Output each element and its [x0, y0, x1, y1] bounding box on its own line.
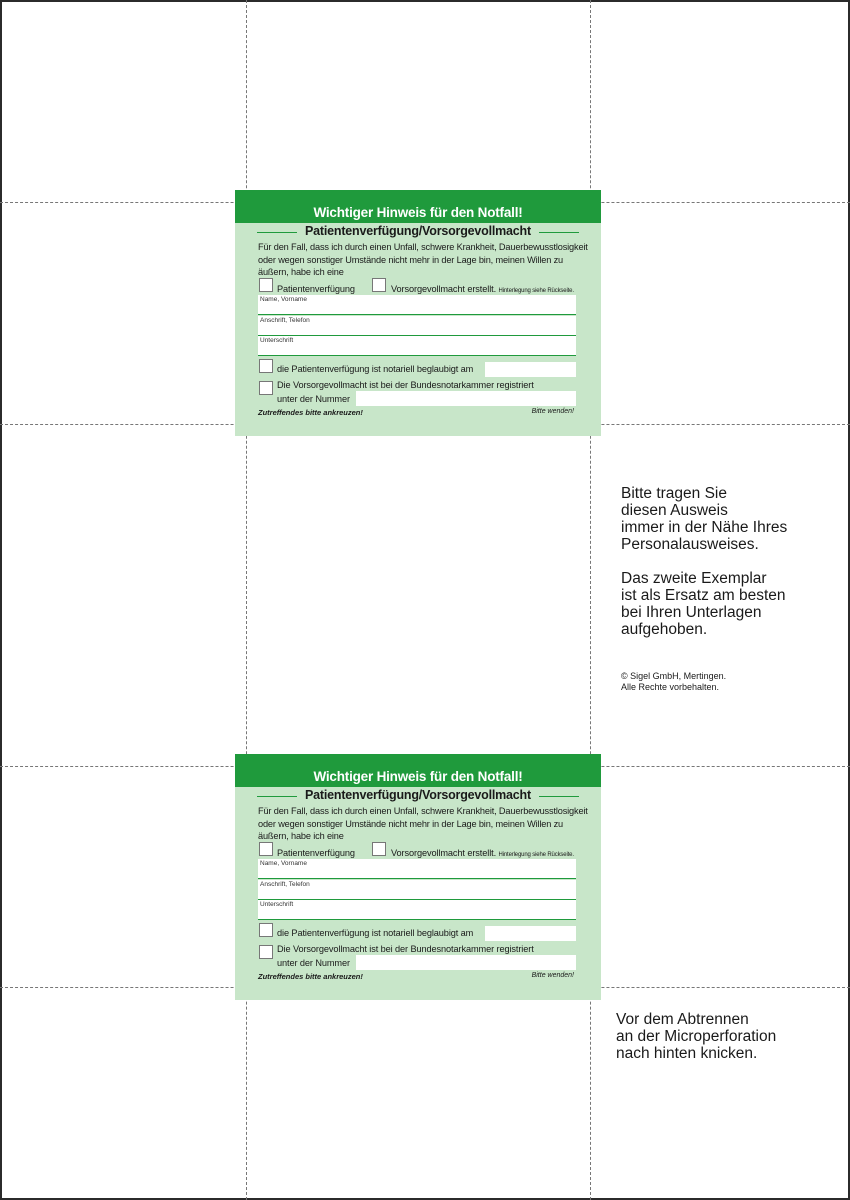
subtitle-rule-right — [539, 232, 579, 233]
name-field-label: Name, Vorname — [260, 860, 307, 867]
replacement-line-3: bei Ihren Unterlagen — [621, 604, 762, 621]
patientenverfuegung-label: Patientenverfügung — [277, 848, 355, 858]
name-field[interactable] — [258, 859, 576, 879]
notariell-label: die Patientenverfügung ist notariell beglaubigt am — [277, 364, 474, 374]
replacement-line-2: ist als Ersatz am besten — [621, 587, 786, 604]
nummer-field[interactable] — [356, 955, 576, 970]
carry-instruction — [621, 485, 787, 553]
emergency-card-1 — [235, 190, 601, 436]
signature-field-label: Unterschrift — [260, 901, 294, 908]
emergency-card-2 — [235, 754, 601, 1000]
card-subtitle: Patientenverfügung/Vorsorgevollmacht — [305, 788, 531, 802]
subtitle-rule-right — [539, 796, 579, 797]
signature-field[interactable] — [258, 336, 576, 356]
nummer-field[interactable] — [356, 391, 576, 406]
rueckseite-hint: Hinterlegung siehe Rückseite. — [498, 852, 574, 858]
address-field[interactable] — [258, 316, 576, 336]
replacement-line-1: Das zweite Exemplar — [621, 570, 767, 587]
copyright-notice — [621, 671, 726, 693]
card-header: Wichtiger Hinweis für den Notfall! — [235, 190, 601, 223]
carry-line-2: diesen Ausweis — [621, 502, 728, 519]
copyright-line-1: © Sigel GmbH, Mertingen. — [621, 671, 727, 681]
notariell-label: die Patientenverfügung ist notariell beglaubigt am — [277, 928, 474, 938]
bundesnotarkammer-checkbox[interactable] — [259, 945, 273, 959]
address-field-label: Anschrift, Telefon — [260, 317, 310, 324]
notariell-date-field[interactable] — [485, 926, 576, 941]
fold-line-3: nach hinten knicken. — [616, 1045, 758, 1062]
notariell-date-field[interactable] — [485, 362, 576, 377]
address-field-label: Anschrift, Telefon — [260, 881, 310, 888]
fold-instruction — [616, 1011, 776, 1062]
carry-line-3: immer in der Nähe Ihres — [621, 519, 788, 536]
vertical-perforation-right — [590, 0, 591, 1200]
patientenverfuegung-label: Patientenverfügung — [277, 284, 355, 294]
card-intro-text: Für den Fall, dass ich durch einen Unfall, schwere Krankheit, Dauerbewusstlosigkeit oder wegen sonstiger Umstände nicht mehr in der Lage bin, meinen Willen zu äußern, habe ich eine — [258, 242, 588, 277]
card-intro-text: Für den Fall, dass ich durch einen Unfall, schwere Krankheit, Dauerbewusstlosigkeit oder wegen sonstiger Umstände nicht mehr in der Lage bin, meinen Willen zu äußern, habe ich eine — [258, 806, 588, 841]
patientenverfuegung-checkbox[interactable] — [259, 278, 273, 292]
vorsorgevollmacht-checkbox[interactable] — [372, 842, 386, 856]
notariell-checkbox[interactable] — [259, 923, 273, 937]
notariell-checkbox[interactable] — [259, 359, 273, 373]
address-field[interactable] — [258, 880, 576, 900]
bundesnotarkammer-label: Die Vorsorgevollmacht ist bei der Bundesnotarkammer registriert — [277, 944, 534, 954]
nummer-label: unter der Nummer — [277, 394, 350, 404]
rueckseite-hint: Hinterlegung siehe Rückseite. — [498, 288, 574, 294]
name-field-label: Name, Vorname — [260, 296, 307, 303]
vorsorgevollmacht-checkbox[interactable] — [372, 278, 386, 292]
replacement-line-4: aufgehoben. — [621, 621, 708, 638]
carry-line-1: Bitte tragen Sie — [621, 485, 727, 502]
patientenverfuegung-checkbox[interactable] — [259, 842, 273, 856]
card-header: Wichtiger Hinweis für den Notfall! — [235, 754, 601, 787]
replacement-instruction — [621, 570, 786, 638]
bundesnotarkammer-checkbox[interactable] — [259, 381, 273, 395]
vertical-perforation-left — [246, 0, 247, 1200]
footer-turn-over: Bitte wenden! — [531, 972, 574, 979]
card-subtitle: Patientenverfügung/Vorsorgevollmacht — [305, 224, 531, 238]
copyright-line-2: Alle Rechte vorbehalten. — [621, 682, 720, 692]
fold-line-2: an der Microperforation — [616, 1028, 777, 1045]
fold-line-1: Vor dem Abtrennen — [616, 1011, 749, 1028]
footer-instruction: Zutreffendes bitte ankreuzen! — [258, 972, 363, 981]
nummer-label: unter der Nummer — [277, 958, 350, 968]
bundesnotarkammer-label: Die Vorsorgevollmacht ist bei der Bundesnotarkammer registriert — [277, 380, 534, 390]
signature-field[interactable] — [258, 900, 576, 920]
vorsorgevollmacht-text: Vorsorgevollmacht erstellt. — [391, 848, 497, 858]
footer-turn-over: Bitte wenden! — [531, 408, 574, 415]
carry-line-4: Personalausweises. — [621, 536, 759, 553]
vorsorgevollmacht-text: Vorsorgevollmacht erstellt. — [391, 284, 497, 294]
signature-field-label: Unterschrift — [260, 337, 294, 344]
name-field[interactable] — [258, 295, 576, 315]
footer-instruction: Zutreffendes bitte ankreuzen! — [258, 408, 363, 417]
